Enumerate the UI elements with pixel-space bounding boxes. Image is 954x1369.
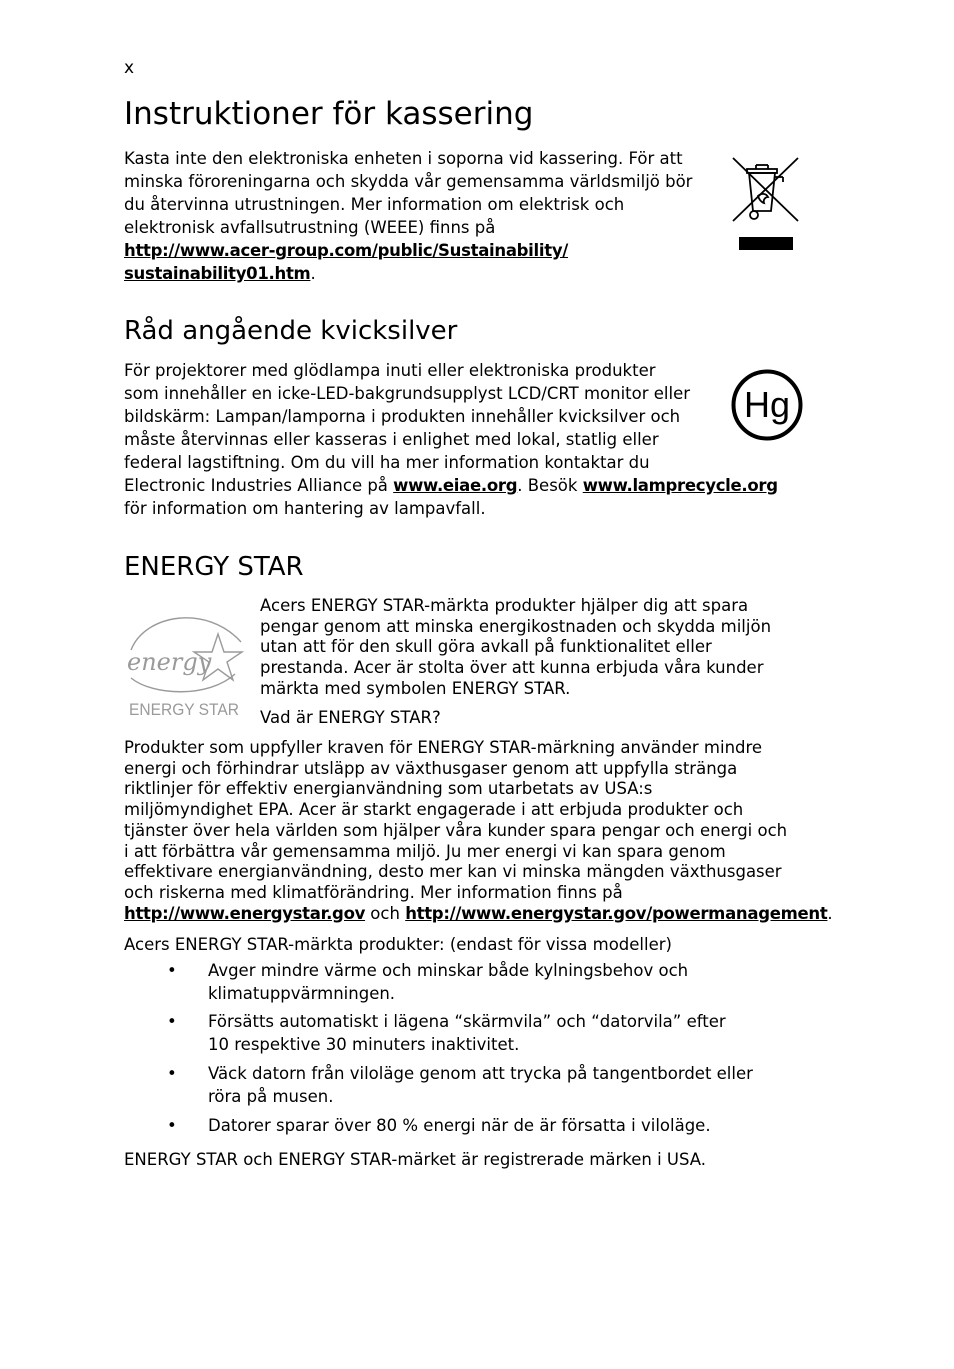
energy-intro-line: pengar genom att minska energikostnaden och skydda miljön [260,616,772,636]
mercury-line: måste återvinnas eller kasseras i enlighet med lokal, statlig eller [124,430,659,449]
bullet-icon: • [167,1012,177,1031]
crossed-out-wheelie-bin-icon [730,155,802,255]
disposal-line: minska föroreningarna och skydda vår gemensamma världsmiljö bör [124,172,693,191]
weee-link-line1[interactable]: http://www.acer-group.com/public/Sustainability/ [124,241,569,260]
energy-intro-line: märkta med symbolen ENERGY STAR. [260,678,571,698]
eiae-link[interactable]: www.eiae.org [393,476,518,495]
weee-link-suffix: . [310,264,316,283]
disposal-line: du återvinna utrustningen. Mer information om elektrisk och [124,195,625,214]
list-item-text: Datorer sparar över 80 % energi när de är försatta i viloläge. [208,1116,711,1135]
list-item-text: Väck datorn från viloläge genom att trycka på tangentbordet eller [208,1064,753,1083]
energy-list-intro: Acers ENERGY STAR-märkta produkter: (endast för vissa modeller) [124,935,672,954]
energy-body-line: i att förbättra vår gemensamma miljö. Ju mer energi vi kan spara genom [124,841,726,861]
mercury-line: för information om hantering av lampavfall. [124,499,486,518]
disposal-paragraph [124,147,724,285]
energy-intro [260,596,820,700]
list-item-text: Avger mindre värme och minskar både kylningsbehov och [208,961,689,980]
energy-body-line: miljömyndighet EPA. Acer är starkt engagerade i att erbjuda produkter och [124,800,744,820]
disposal-heading: Instruktioner för kassering [124,96,534,132]
disposal-line: elektronisk avfallsutrustning (WEEE) finns på [124,218,496,237]
list-item-text: Försätts automatiskt i lägena “skärmvila” och “datorvila” efter [208,1012,726,1031]
list-item-text: 10 respektive 30 minuters inaktivitet. [208,1035,520,1054]
mercury-line-prefix: Electronic Industries Alliance på [124,476,394,495]
bullet-icon: • [167,961,177,980]
energy-body-line: riktlinjer för effektiv energianvändning som utarbetats av USA:s [124,779,653,799]
energy-body [124,738,833,924]
energy-link-suffix: . [827,903,833,923]
bullet-icon: • [167,1116,177,1135]
mercury-line: För projektorer med glödlampa inuti eller elektroniska produkter [124,361,656,380]
mercury-hg-icon [730,368,804,442]
energy-star-logo-caption: ENERGY STAR [129,700,239,719]
mercury-line: federal lagstiftning. Om du vill ha mer information kontaktar du [124,453,650,472]
bullet-icon: • [167,1064,177,1083]
mercury-line-mid: . Besök [517,476,583,495]
energy-star-heading: ENERGY STAR [124,552,304,582]
mercury-heading: Råd angående kvicksilver [124,316,458,346]
energystar-link[interactable]: http://www.energystar.gov [124,903,366,923]
energy-body-line: Produkter som uppfyller kraven för ENERGY STAR-märkning använder mindre [124,738,763,757]
disposal-line: Kasta inte den elektroniska enheten i soporna vid kassering. För att [124,149,683,168]
mercury-line: bildskärm: Lampan/lamporna i produkten innehåller kvicksilver och [124,407,681,426]
energy-intro-line: prestanda. Acer är stolta över att kunna erbjuda våra kunder [260,658,764,678]
list-item-text: röra på musen. [208,1087,334,1106]
energy-body-line: och riskerna med klimatförändring. Mer information finns på [124,882,623,902]
lamprecycle-link[interactable]: www.lamprecycle.org [582,476,778,495]
energy-intro-line: utan att för den skull göra avkall på funktionalitet eller [260,637,712,657]
hg-symbol: Hg [743,384,791,425]
page-number: x [124,58,135,78]
powermanagement-link[interactable]: http://www.energystar.gov/powermanagement [405,903,828,923]
energy-intro-line: Acers ENERGY STAR-märkta produkter hjälper dig att spara [260,596,749,615]
energy-star-logo [123,610,245,720]
mercury-paragraph [124,359,824,520]
energy-body-line: energi och förhindrar utsläpp av växthusgaser genom att uppfylla stränga [124,758,738,778]
energy-footer-note: ENERGY STAR och ENERGY STAR-märket är registrerade märken i USA. [124,1150,707,1169]
energy-body-line: effektivare energianvändning, desto mer kan vi minska mängden växthusgaser [124,862,782,882]
energy-link-mid: och [365,903,406,923]
list-item-text: klimatuppvärmningen. [208,984,396,1003]
energy-question: Vad är ENERGY STAR? [260,708,441,727]
weee-link-line2[interactable]: sustainability01.htm [124,264,311,283]
energy-script: energy [127,648,212,676]
mercury-line: som innehåller en icke-LED-bakgrundsupplyst LCD/CRT monitor eller [124,384,691,403]
energy-body-line: tjänster över hela världen som hjälper våra kunder spara pengar och energi och [124,820,788,840]
